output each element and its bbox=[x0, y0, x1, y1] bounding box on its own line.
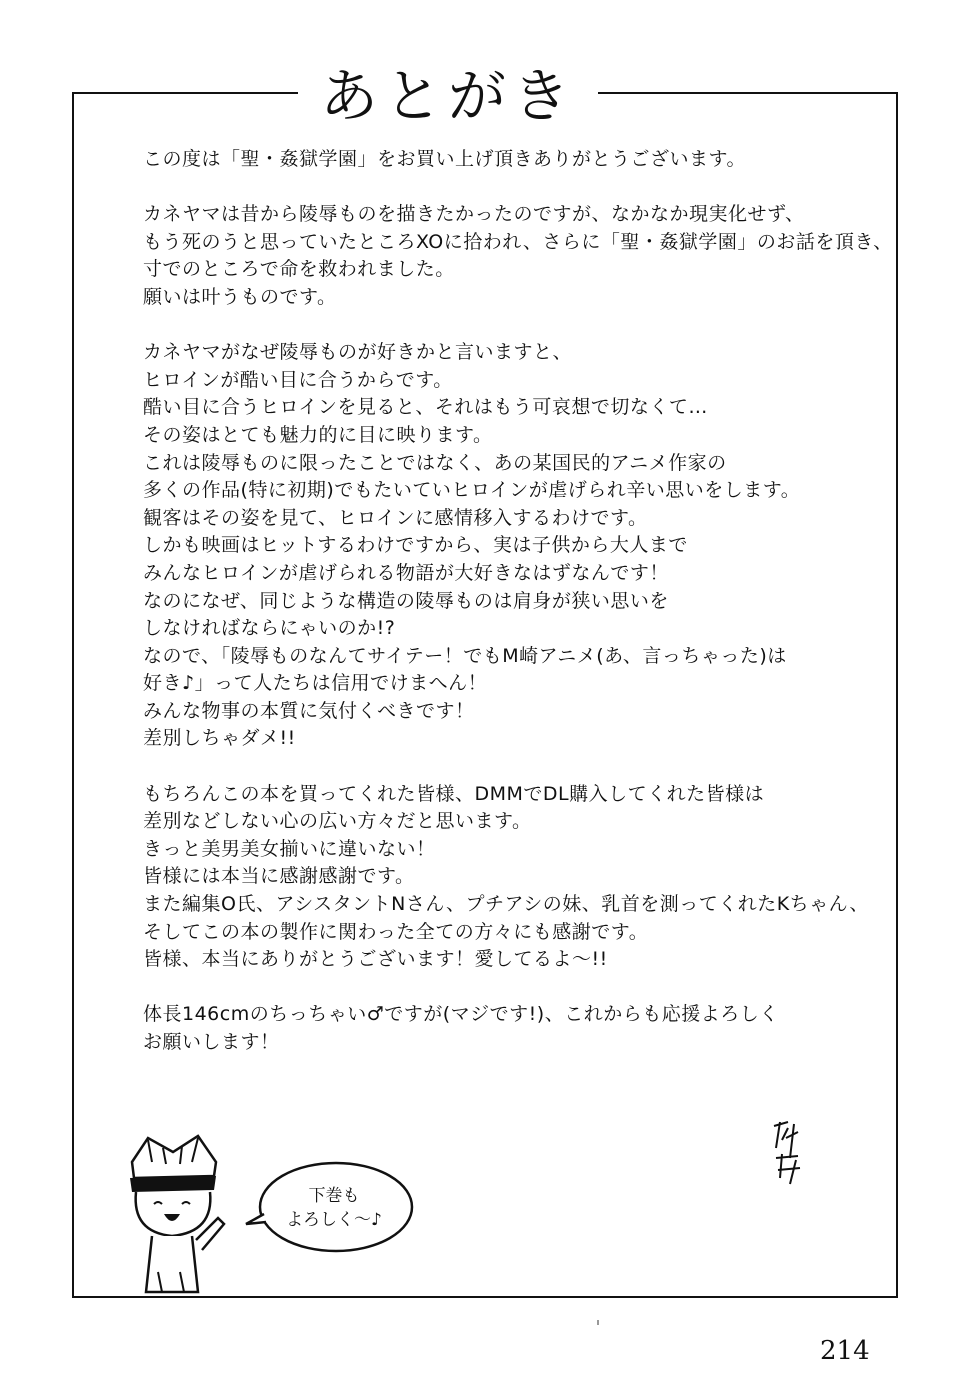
text-line: 願いは叶うものです。 bbox=[143, 285, 337, 308]
text-line: 好き♪」って人たちは信用でけまへん！ bbox=[143, 672, 488, 695]
text-line: また編集O氏、アシスタントNさん、プチアシの妹、乳首を測ってくれたKちゃん、 bbox=[143, 893, 869, 916]
signature-mark bbox=[768, 1118, 808, 1188]
text-line: この度は「聖・姦獄学園」をお買い上げ頂きありがとうございます。 bbox=[143, 148, 746, 170]
text-line: みんなヒロインが虐げられる物語が大好きなはずなんです！ bbox=[143, 561, 669, 584]
page-title: あとがき bbox=[298, 58, 598, 134]
text-line: その姿はとても魅力的に目に映ります。 bbox=[143, 423, 493, 446]
text-line: なのになぜ、同じような構造の陵辱ものは肩身が狭い思いを bbox=[143, 589, 669, 612]
text-line: きっと美男美女揃いに違いない！ bbox=[143, 837, 436, 860]
page-number: 214 bbox=[820, 1336, 870, 1366]
text-line: 差別しちゃダメ!! bbox=[143, 727, 296, 750]
text-line: 酷い目に合うヒロインを見ると、それはもう可哀想で切なくて… bbox=[143, 396, 708, 419]
paragraph-gap bbox=[143, 174, 843, 202]
text-line: 体長146cmのちっちゃい♂ですが(マジです!)、これからも応援よろしく bbox=[143, 1003, 779, 1026]
text-line: しなければならにゃいのか!? bbox=[143, 617, 396, 640]
text-line: カネヤマは昔から陵辱ものを描きたかったのですが、なかなか現実化せず、 bbox=[143, 203, 805, 226]
text-line: 差別などしない心の広い方々だと思います。 bbox=[143, 810, 532, 833]
text-line: お願いします！ bbox=[143, 1031, 280, 1053]
text-line: そしてこの本の製作に関わった全ての方々にも感謝です。 bbox=[143, 920, 649, 943]
chibi-character-illustration bbox=[118, 1132, 228, 1302]
text-line: なので、「陵辱ものなんてサイテー！でもM崎アニメ(あ、言っちゃった)は bbox=[143, 644, 787, 667]
bubble-line-1: 下巻も bbox=[308, 1186, 360, 1206]
text-line: 多くの作品(特に初期)でもたいていヒロインが虐げられ辛い思いをします。 bbox=[143, 479, 801, 502]
text-line: もちろんこの本を買ってくれた皆様、DMMでDL購入してくれた皆様は bbox=[143, 782, 765, 805]
text-line: 皆様、本当にありがとうございます！愛してるよ～!! bbox=[143, 948, 608, 971]
afterword-body bbox=[143, 146, 893, 1057]
paragraph-gap bbox=[143, 312, 843, 340]
scan-speck bbox=[597, 1320, 599, 1325]
text-line: みんな物事の本質に気付くべきです！ bbox=[143, 699, 475, 722]
text-line: これは陵辱ものに限ったことではなく、あの某国民的アニメ作家の bbox=[143, 451, 727, 474]
speech-bubble-text bbox=[264, 1184, 404, 1232]
paragraph-gap bbox=[143, 974, 843, 1002]
text-line: 寸でのところで命を救われました。 bbox=[143, 258, 455, 281]
text-line: 観客はその姿を見て、ヒロインに感情移入するわけです。 bbox=[143, 506, 648, 529]
paragraph-gap bbox=[143, 753, 843, 781]
text-line: カネヤマがなぜ陵辱ものが好きかと言いますと、 bbox=[143, 341, 573, 364]
bubble-line-2: よろしく～♪ bbox=[286, 1210, 382, 1230]
text-line: 皆様には本当に感謝感謝です。 bbox=[143, 865, 415, 888]
text-line: しかも映画はヒットするわけですから、実は子供から大人まで bbox=[143, 534, 688, 557]
text-line: もう死のうと思っていたところXOに拾われ、さらに「聖・姦獄学園」のお話を頂き、 bbox=[143, 230, 893, 253]
text-line: ヒロインが酷い目に合うからです。 bbox=[143, 368, 453, 391]
